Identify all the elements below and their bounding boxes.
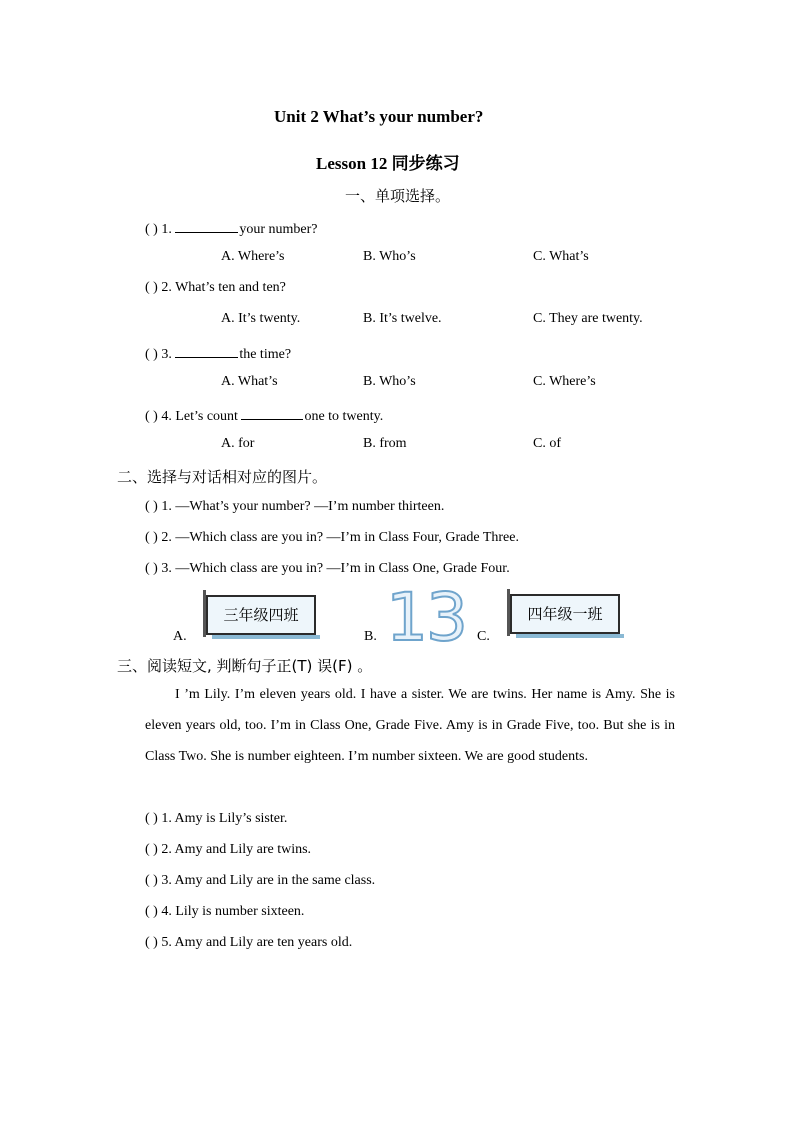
question-text: 4. Lily is number sixteen. xyxy=(161,904,305,919)
answer-paren[interactable]: ( ) xyxy=(145,222,158,237)
answer-paren[interactable]: ( ) xyxy=(145,904,158,919)
question-text: 3. Amy and Lily are in the same class. xyxy=(161,873,376,888)
question-text: 1. —What’s your number? —I’m number thirteen. xyxy=(161,499,445,514)
s1-q4-row xyxy=(145,405,383,425)
option-a[interactable]: A. for xyxy=(221,436,255,451)
s2-q1-row xyxy=(145,499,444,515)
picture-c-label: C. xyxy=(477,629,490,644)
question-number: 4. xyxy=(161,409,172,424)
scroll-shadow xyxy=(212,635,320,639)
question-text: one to twenty. xyxy=(304,409,384,424)
question-number: 1. xyxy=(161,222,172,237)
question-number: 3. xyxy=(161,347,172,362)
option-b[interactable]: B. from xyxy=(363,436,407,451)
answer-paren[interactable]: ( ) xyxy=(145,935,158,950)
s2-q3-row xyxy=(145,561,510,577)
section3-heading: 三、阅读短文, 判断句子正(T) 误(F) 。 xyxy=(117,657,373,675)
answer-paren[interactable]: ( ) xyxy=(145,280,158,295)
question-text: your number? xyxy=(239,222,318,237)
s2-q2-row xyxy=(145,530,519,546)
option-c[interactable]: C. Where’s xyxy=(533,374,596,389)
picture-a-scroll[interactable] xyxy=(206,595,316,635)
option-c[interactable]: C. of xyxy=(533,436,561,451)
s1-q2-row xyxy=(145,280,286,296)
s1-q1-row xyxy=(145,218,317,238)
scroll-rod-icon xyxy=(507,589,510,636)
s3-q4-row xyxy=(145,904,304,920)
picture-a-text: 三年级四班 xyxy=(223,606,299,624)
reading-passage: I ’m Lily. I’m eleven years old. I have a sister. We are twins. Her name is Amy. She is eleven years old, too. I’m in Class One, Grade Five. Amy is in Grade Five, too. But she is in Class Two. She is number eighteen. I’m number sixteen. We are good students. xyxy=(145,687,675,764)
option-a[interactable]: A. It’s twenty. xyxy=(221,311,301,326)
question-text: 1. Amy is Lily’s sister. xyxy=(161,811,288,826)
scroll-shadow xyxy=(516,634,624,638)
option-c[interactable]: C. What’s xyxy=(533,249,589,264)
answer-paren[interactable]: ( ) xyxy=(145,499,158,514)
fill-blank[interactable] xyxy=(175,343,238,358)
answer-paren[interactable]: ( ) xyxy=(145,347,158,362)
fill-blank[interactable] xyxy=(175,218,238,233)
answer-paren[interactable]: ( ) xyxy=(145,409,158,424)
question-text: 2. —Which class are you in? —I’m in Class Four, Grade Three. xyxy=(161,530,519,545)
s3-q1-row xyxy=(145,811,287,827)
fill-blank[interactable] xyxy=(241,405,303,420)
question-text: 3. —Which class are you in? —I’m in Class One, Grade Four. xyxy=(161,561,510,576)
picture-b-number[interactable]: 13 xyxy=(386,579,466,656)
s3-q2-row xyxy=(145,842,311,858)
answer-paren[interactable]: ( ) xyxy=(145,561,158,576)
option-b[interactable]: B. Who’s xyxy=(363,374,416,389)
option-a[interactable]: A. Where’s xyxy=(221,249,285,264)
picture-b-label: B. xyxy=(364,629,377,644)
option-a[interactable]: A. What’s xyxy=(221,374,278,389)
question-text: Let’s count xyxy=(175,409,238,424)
option-c[interactable]: C. They are twenty. xyxy=(533,311,643,326)
section1-heading: 一、单项选择。 xyxy=(345,187,451,205)
question-text: the time? xyxy=(239,347,292,362)
answer-paren[interactable]: ( ) xyxy=(145,842,158,857)
answer-paren[interactable]: ( ) xyxy=(145,530,158,545)
lesson-subtitle: Lesson 12 同步练习 xyxy=(316,154,460,173)
option-b[interactable]: B. Who’s xyxy=(363,249,416,264)
scroll-rod-icon xyxy=(203,590,206,637)
page-title: Unit 2 What’s your number? xyxy=(274,107,484,126)
answer-paren[interactable]: ( ) xyxy=(145,811,158,826)
picture-c-text: 四年级一班 xyxy=(527,605,603,623)
section2-heading: 二、选择与对话相对应的图片。 xyxy=(117,468,328,486)
question-number: 2. xyxy=(161,280,172,295)
option-b[interactable]: B. It’s twelve. xyxy=(363,311,442,326)
question-text: What’s ten and ten? xyxy=(175,280,286,295)
s1-q3-row xyxy=(145,343,291,363)
question-text: 5. Amy and Lily are ten years old. xyxy=(161,935,353,950)
s3-q5-row xyxy=(145,935,352,951)
s3-q3-row xyxy=(145,873,375,889)
question-text: 2. Amy and Lily are twins. xyxy=(161,842,312,857)
answer-paren[interactable]: ( ) xyxy=(145,873,158,888)
picture-a-label: A. xyxy=(173,629,187,644)
picture-c-scroll[interactable] xyxy=(510,594,620,634)
